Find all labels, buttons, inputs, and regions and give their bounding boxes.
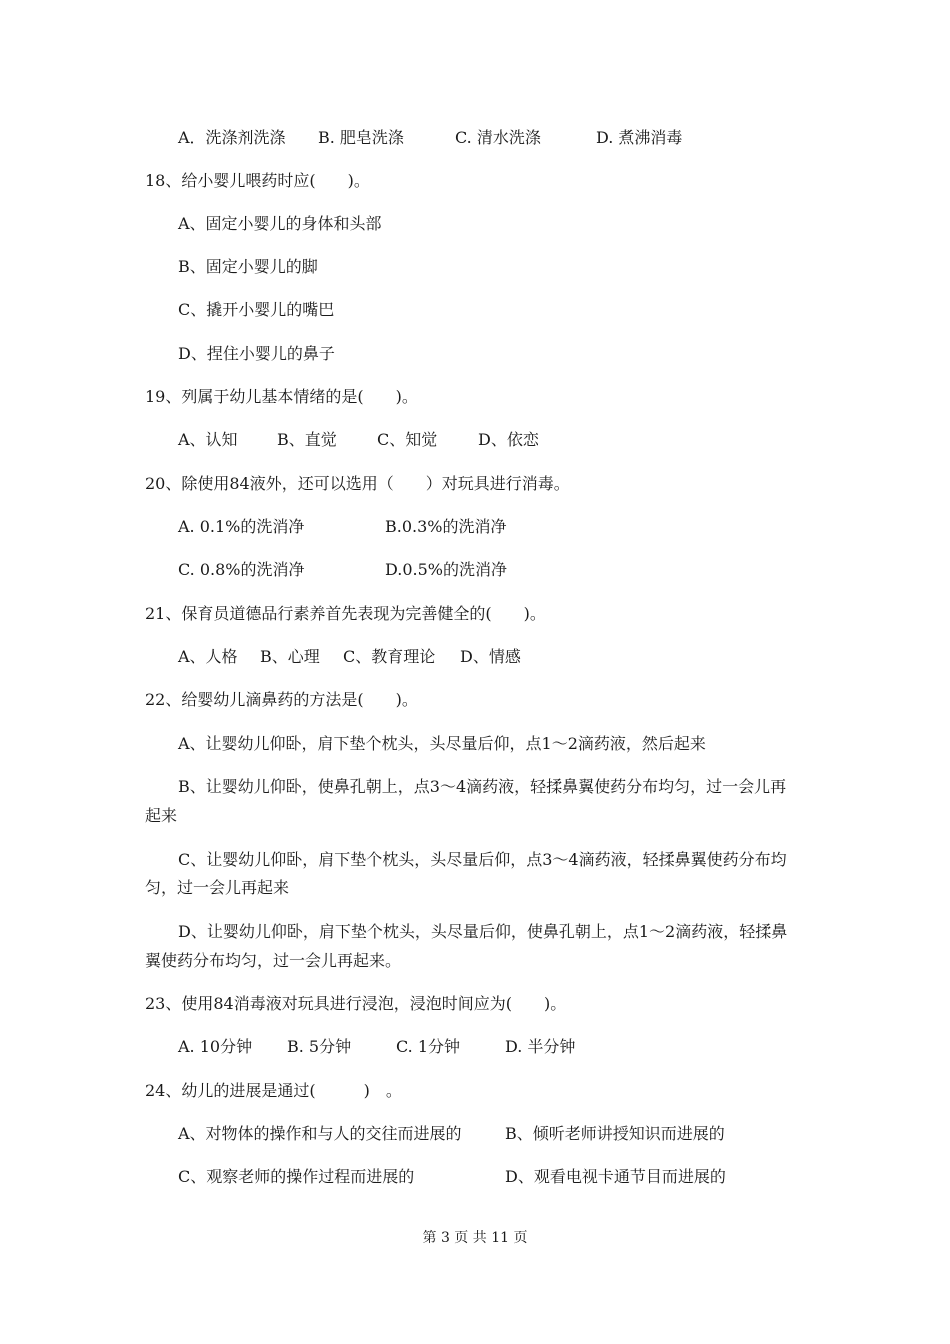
q20-stem: 20、除使用84液外，还可以选用（ ）对玩具进行消毒。 <box>145 474 570 493</box>
q22-stem: 22、给婴幼儿滴鼻药的方法是( )。 <box>145 690 418 709</box>
q24-option-b: B、倾听老师讲授知识而进展的 <box>505 1124 725 1143</box>
q23-option-a: A. 10分钟 <box>178 1037 253 1056</box>
q23-option-c: C. 1分钟 <box>396 1037 461 1056</box>
q20-option-a: A. 0.1%的洗消净 <box>178 517 305 536</box>
q17-option-a: A．洗涤剂洗涤 <box>178 128 286 147</box>
q24-option-a: A、对物体的操作和与人的交往而进展的 <box>178 1124 462 1143</box>
q21-option-d: D、情感 <box>460 647 521 666</box>
q20-option-c: C. 0.8%的洗消净 <box>178 560 305 579</box>
q18-option-a: A、固定小婴儿的身体和头部 <box>178 214 382 233</box>
q19-option-d: D、依恋 <box>478 430 539 449</box>
q24-option-c: C、观察老师的操作过程而进展的 <box>178 1167 415 1186</box>
q24-option-d: D、观看电视卡通节目而进展的 <box>505 1167 726 1186</box>
q21-stem: 21、保育员道德品行素养首先表现为完善健全的( )。 <box>145 604 546 623</box>
q18-option-c: C、撬开小婴儿的嘴巴 <box>178 300 335 319</box>
q21-option-b: B、心理 <box>260 647 320 666</box>
q17-option-b: B. 肥皂洗涤 <box>318 128 404 147</box>
q19-option-a: A、认知 <box>178 430 238 449</box>
q19-stem: 19、列属于幼儿基本情绪的是( )。 <box>145 387 418 406</box>
page-number-footer: 第 3 页 共 11 页 <box>422 1230 528 1246</box>
q21-option-a: A、人格 <box>178 647 238 666</box>
q21-option-c: C、教育理论 <box>343 647 436 666</box>
q22-option-b-line2: 起来 <box>145 806 178 825</box>
q20-option-d: D.0.5%的洗消净 <box>385 560 507 579</box>
q19-option-c: C、知觉 <box>377 430 438 449</box>
q20-option-b: B.0.3%的洗消净 <box>385 517 507 536</box>
q18-option-b: B、固定小婴儿的脚 <box>178 257 318 276</box>
q22-option-c-line2: 匀，过一会儿再起来 <box>145 878 290 897</box>
q24-stem: 24、幼儿的进展是通过( ) 。 <box>145 1081 402 1100</box>
q17-option-d: D. 煮沸消毒 <box>596 128 683 147</box>
q23-option-b: B. 5分钟 <box>287 1037 352 1056</box>
q22-option-d-line2: 翼使药分布均匀，过一会儿再起来。 <box>145 951 402 970</box>
q19-option-b: B、直觉 <box>277 430 337 449</box>
q17-option-c: C. 清水洗涤 <box>455 128 541 147</box>
q22-option-d-line1: D、让婴幼儿仰卧，肩下垫个枕头，头尽量后仰，使鼻孔朝上，点1～2滴药液，轻揉鼻 <box>178 922 788 941</box>
q22-option-a: A、让婴幼儿仰卧，肩下垫个枕头，头尽量后仰，点1～2滴药液，然后起来 <box>178 734 706 753</box>
q18-option-d: D、捏住小婴儿的鼻子 <box>178 344 335 363</box>
q23-stem: 23、使用84消毒液对玩具进行浸泡，浸泡时间应为( )。 <box>145 994 567 1013</box>
q22-option-b-line1: B、让婴幼儿仰卧，使鼻孔朝上，点3～4滴药液，轻揉鼻翼使药分布均匀，过一会儿再 <box>178 777 787 796</box>
q23-option-d: D. 半分钟 <box>505 1037 576 1056</box>
q22-option-c-line1: C、让婴幼儿仰卧，肩下垫个枕头，头尽量后仰，点3～4滴药液，轻揉鼻翼使药分布均 <box>178 850 787 869</box>
q18-stem: 18、给小婴儿喂药时应( )。 <box>145 171 370 190</box>
